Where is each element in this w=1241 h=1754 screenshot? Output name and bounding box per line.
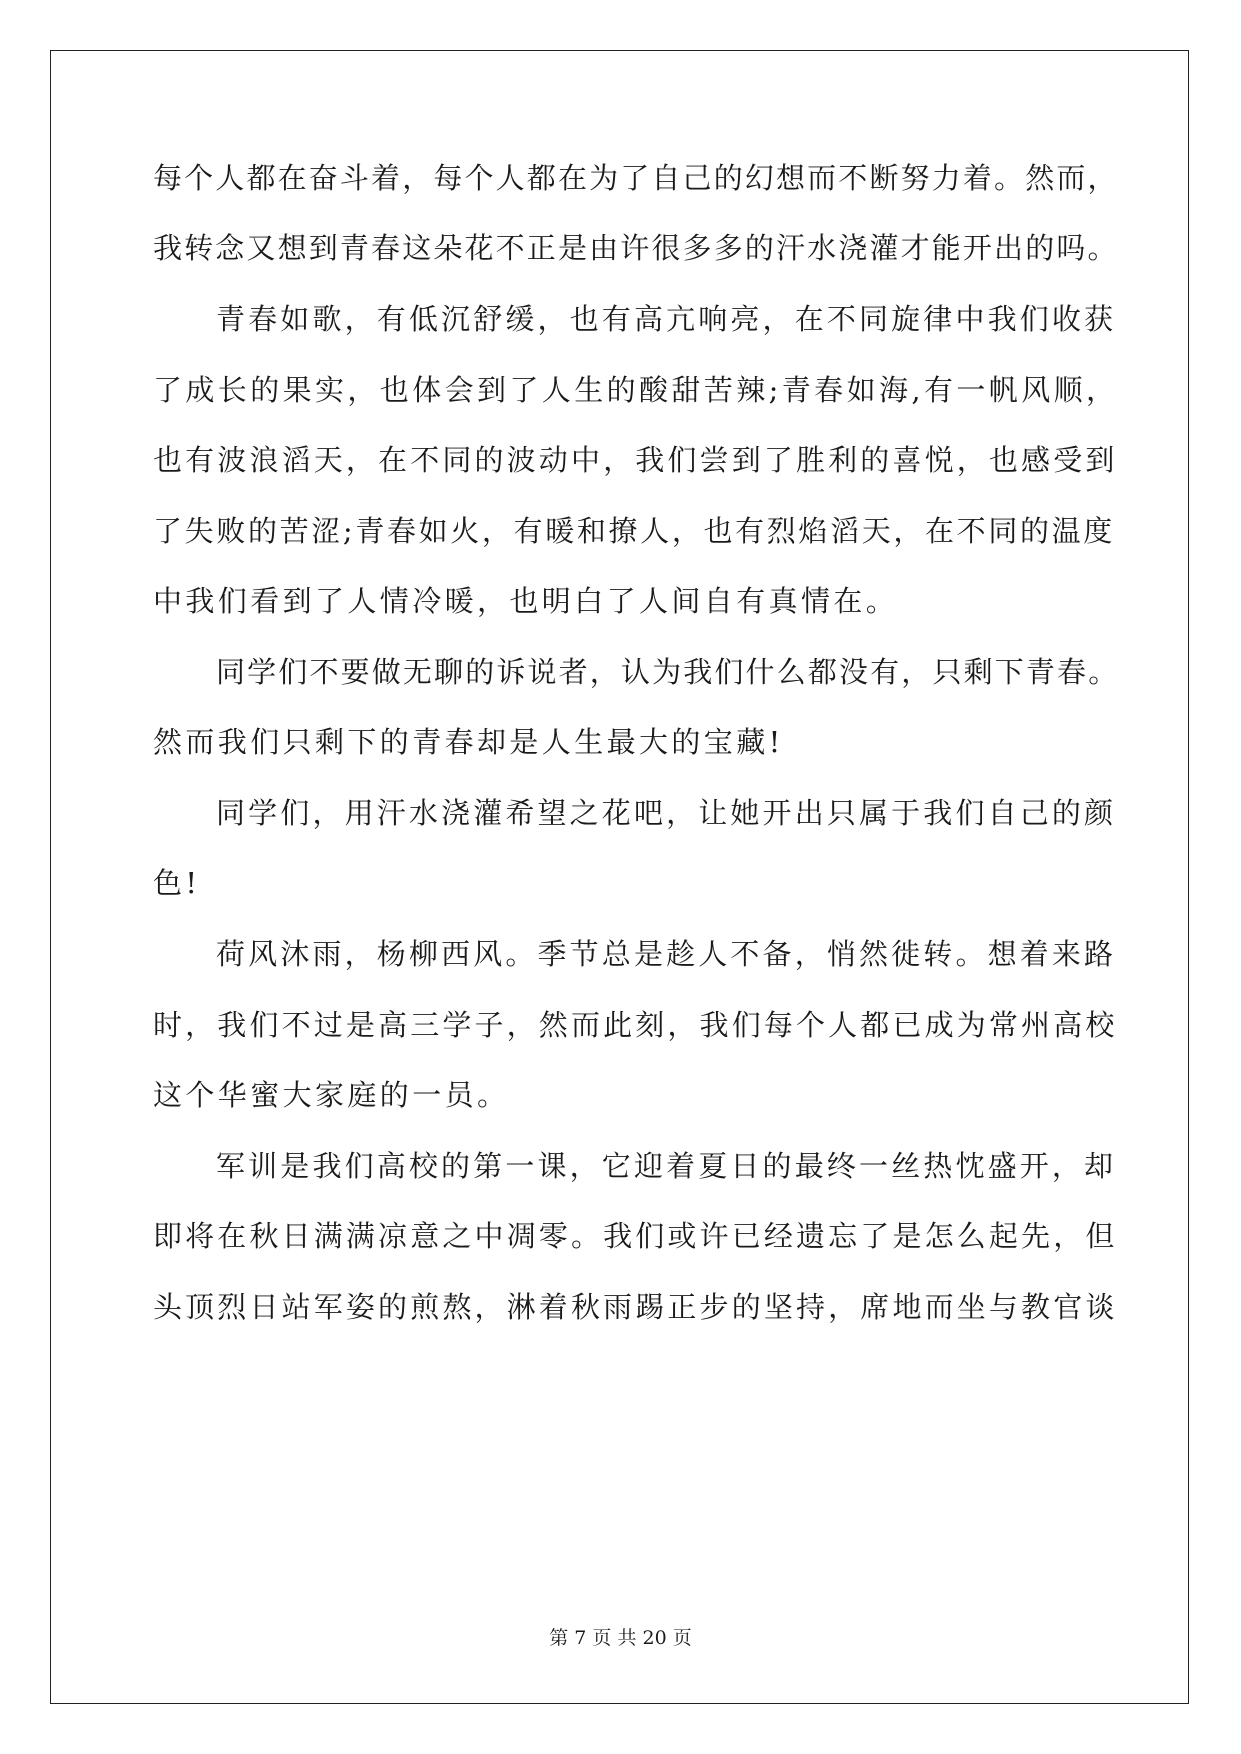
text-line: 这个华蜜大家庭的一员。 [153,1078,510,1112]
text-line: 也有波浪滔天，在不同的波动中，我们尝到了胜利的喜悦，也感受到 [153,443,1118,477]
text-line: 我转念又想到青春这朵花不正是由许很多多的汗水浇灌才能开出的吗。 [153,231,1119,265]
text-line: 头顶烈日站军姿的煎熬，淋着秋雨踢正步的坚持，席地而坐与教官谈 [153,1290,1118,1324]
text-line: 每个人都在奋斗着，每个人都在为了自己的幻想而不断努力着。然而， [153,161,1119,195]
text-line: 色! [153,866,201,900]
paragraph-start-line: 青春如歌，有低沉舒缓，也有高亢响亮，在不同旋律中我们收获 [216,302,1117,336]
text-line: 了成长的果实，也体会到了人生的酸甜苦辣;青春如海,有一帆风顺， [153,373,1119,407]
paragraph-start-line: 同学们不要做无聊的诉说者，认为我们什么都没有，只剩下青春。 [216,655,1120,689]
text-line: 即将在秋日满满凉意之中凋零。我们或许已经遗忘了是怎么起先，但 [153,1219,1118,1253]
paragraph-start-line: 荷风沐雨，杨柳西风。季节总是趁人不备，悄然徙转。想着来路 [216,937,1117,971]
text-line: 然而我们只剩下的青春却是人生最大的宝藏! [153,725,784,759]
page-number-footer: 第 7 页 共 20 页 [549,1627,692,1649]
paragraph-start-line: 同学们，用汗水浇灌希望之花吧，让她开出只属于我们自己的颜 [216,796,1117,830]
paragraph-start-line: 军训是我们高校的第一课，它迎着夏日的最终一丝热忱盛开，却 [216,1149,1117,1183]
text-line: 了失败的苦涩;青春如火，有暖和撩人，也有烈焰滔天，在不同的温度 [153,514,1115,548]
text-line: 时，我们不过是高三学子，然而此刻，我们每个人都已成为常州高校 [153,1008,1118,1042]
text-line: 中我们看到了人情冷暖，也明白了人间自有真情在。 [153,584,899,618]
